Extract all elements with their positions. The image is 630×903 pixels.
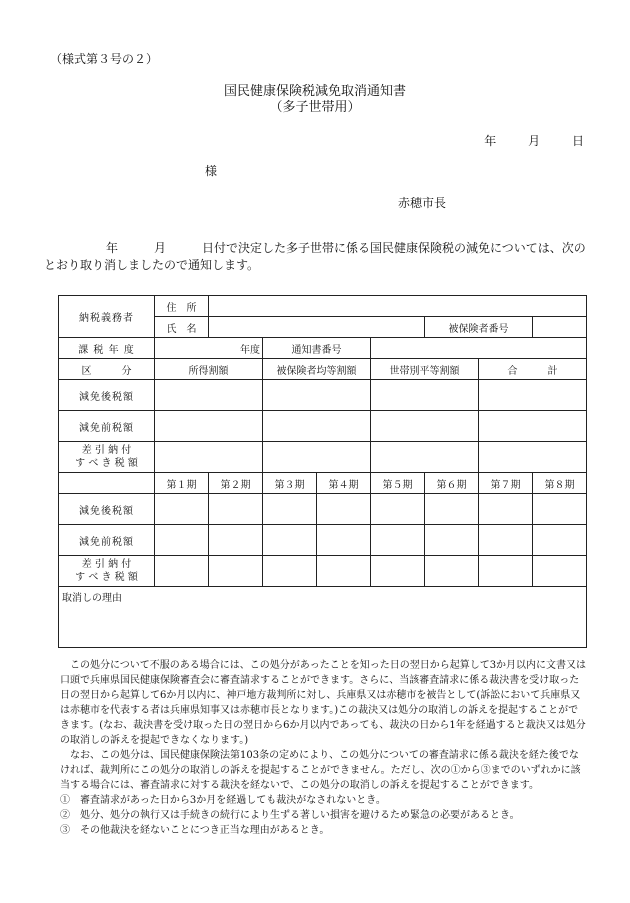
row-label-line2: す べ き 税 額	[75, 572, 138, 583]
period-cell[interactable]	[209, 525, 263, 556]
row-label-line1: 差 引 納 付	[81, 559, 132, 570]
row-label-line2: す べ き 税 額	[75, 458, 138, 469]
period-header: 第５期	[371, 473, 425, 494]
period-cell[interactable]	[155, 494, 209, 525]
taxpayer-label: 納税義務者	[59, 296, 155, 338]
tax-year-field[interactable]	[155, 338, 263, 359]
amount-cell[interactable]	[155, 380, 263, 411]
name-label: 氏 名	[155, 317, 209, 338]
issuer-name: 赤穂市長	[398, 196, 447, 210]
period-cell[interactable]	[155, 525, 209, 556]
amount-cell[interactable]	[263, 442, 371, 473]
period-cell[interactable]	[155, 556, 209, 587]
period-cell[interactable]	[317, 525, 371, 556]
period-cell[interactable]	[371, 525, 425, 556]
period-cell[interactable]	[479, 494, 533, 525]
notice-number-field[interactable]	[371, 338, 587, 359]
appeal-notes	[60, 658, 588, 838]
issue-date	[484, 132, 584, 149]
document-title: 国民健康保険税減免取消通知書	[223, 84, 406, 99]
amount-cell[interactable]	[263, 380, 371, 411]
reason-label: 取消しの理由	[62, 593, 122, 604]
row-label: 減免前税額	[59, 525, 155, 556]
period-header: 第４期	[317, 473, 371, 494]
intro-paragraph	[44, 240, 590, 274]
period-cell[interactable]	[533, 494, 587, 525]
form-number: （様式第３号の２）	[50, 52, 159, 66]
row-label: 減免後税額	[59, 380, 155, 411]
column-header: 被保険者均等割額	[263, 359, 371, 380]
insured-number-field[interactable]	[533, 317, 587, 338]
row-label: 減免後税額	[59, 494, 155, 525]
period-cell[interactable]	[479, 525, 533, 556]
amount-cell[interactable]	[479, 380, 587, 411]
period-cell[interactable]	[209, 494, 263, 525]
amount-cell[interactable]	[155, 442, 263, 473]
period-cell[interactable]	[371, 494, 425, 525]
row-label-net	[59, 442, 155, 473]
date-day: 日	[571, 134, 584, 148]
period-header: 第２期	[209, 473, 263, 494]
name-field[interactable]	[209, 317, 425, 338]
period-cell[interactable]	[263, 556, 317, 587]
notes-paragraph-2: なお、この処分は、国民健康保険法第103条の定めにより、この処分についての審査請求に係る裁決を経た後でなければ、裁判所にこの処分の取消しの訴えを提起することができません。ただし、次の①から③までのいずれかに該当する場合には、審査請求に対する裁決を経ないで、この処分の取消しの訴えを提起することができます。	[60, 750, 581, 791]
notes-item-1: ① 審査請求があった日から3か月を経過しても裁決がなされないとき。	[60, 795, 386, 806]
period-cell[interactable]	[317, 556, 371, 587]
address-label: 住 所	[155, 296, 209, 317]
tax-year-label: 課 税 年 度	[59, 338, 155, 359]
column-header: 所得割額	[155, 359, 263, 380]
amount-cell[interactable]	[263, 411, 371, 442]
intro-text: 日付で決定した多子世帯に係る国民健康保険税の減免については、次のとおり取り消しましたので通知します。	[44, 241, 586, 272]
period-cell[interactable]	[479, 556, 533, 587]
period-cell[interactable]	[263, 525, 317, 556]
row-label: 減免前税額	[59, 411, 155, 442]
period-header: 第１期	[155, 473, 209, 494]
period-header: 第６期	[425, 473, 479, 494]
notice-number-label: 通知書番号	[263, 338, 371, 359]
period-cell[interactable]	[533, 556, 587, 587]
period-header: 第７期	[479, 473, 533, 494]
document-subtitle: （多子世帯用）	[269, 100, 361, 115]
period-cell[interactable]	[425, 556, 479, 587]
column-header: 合 計	[479, 359, 587, 380]
row-label-net	[59, 556, 155, 587]
period-cell[interactable]	[371, 556, 425, 587]
amount-cell[interactable]	[371, 380, 479, 411]
period-cell[interactable]	[209, 556, 263, 587]
reason-box[interactable]	[59, 587, 587, 648]
tax-table	[58, 295, 587, 648]
amount-cell[interactable]	[479, 411, 587, 442]
column-header: 世帯別平等割額	[371, 359, 479, 380]
amount-cell[interactable]	[371, 442, 479, 473]
row-label-line1: 差 引 納 付	[81, 445, 132, 456]
year-unit: 年度	[240, 344, 260, 356]
period-cell[interactable]	[533, 525, 587, 556]
period-corner	[59, 473, 155, 494]
notes-item-3: ③ その他裁決を経ないことにつき正当な理由があるとき。	[60, 825, 330, 836]
period-cell[interactable]	[263, 494, 317, 525]
address-field[interactable]	[209, 296, 587, 317]
amount-cell[interactable]	[479, 442, 587, 473]
category-label: 区 分	[59, 359, 155, 380]
period-header: 第８期	[533, 473, 587, 494]
date-year: 年	[484, 134, 497, 148]
insured-number-label: 被保険者番号	[425, 317, 533, 338]
notes-item-2: ② 処分、処分の執行又は手続きの続行により生ずる著しい損害を避けるため緊急の必要があるとき。	[60, 810, 520, 821]
intro-year: 年	[106, 241, 119, 255]
period-cell[interactable]	[425, 494, 479, 525]
period-cell[interactable]	[425, 525, 479, 556]
notes-paragraph-1: この処分について不服のある場合には、この処分があったことを知った日の翌日から起算して3か月以内に文書又は口頭で兵庫県国民健康保険審査会に審査請求することができます。さらに、当該審査請求に係る裁決書を受け取った日の翌日から起算して6か月以内に、神戸地方裁判所に対し、兵庫県又は赤穂市を被告として(訴訟において兵庫県又は赤穂市を代表する者は兵庫県知事又は赤穂市長となります。)この裁決又は処分の取消しの訴えを提起することができます。(なお、裁決書を受け取った日の翌日から6か月以内であっても、裁決の日から1年を経過すると裁決又は処分の取消しの訴えを提起できなくなります。)	[60, 660, 587, 746]
date-month: 月	[528, 134, 541, 148]
addressee-suffix: 様	[205, 164, 218, 178]
amount-cell[interactable]	[155, 411, 263, 442]
amount-cell[interactable]	[371, 411, 479, 442]
period-cell[interactable]	[317, 494, 371, 525]
intro-month: 月	[154, 241, 167, 255]
period-header: 第３期	[263, 473, 317, 494]
